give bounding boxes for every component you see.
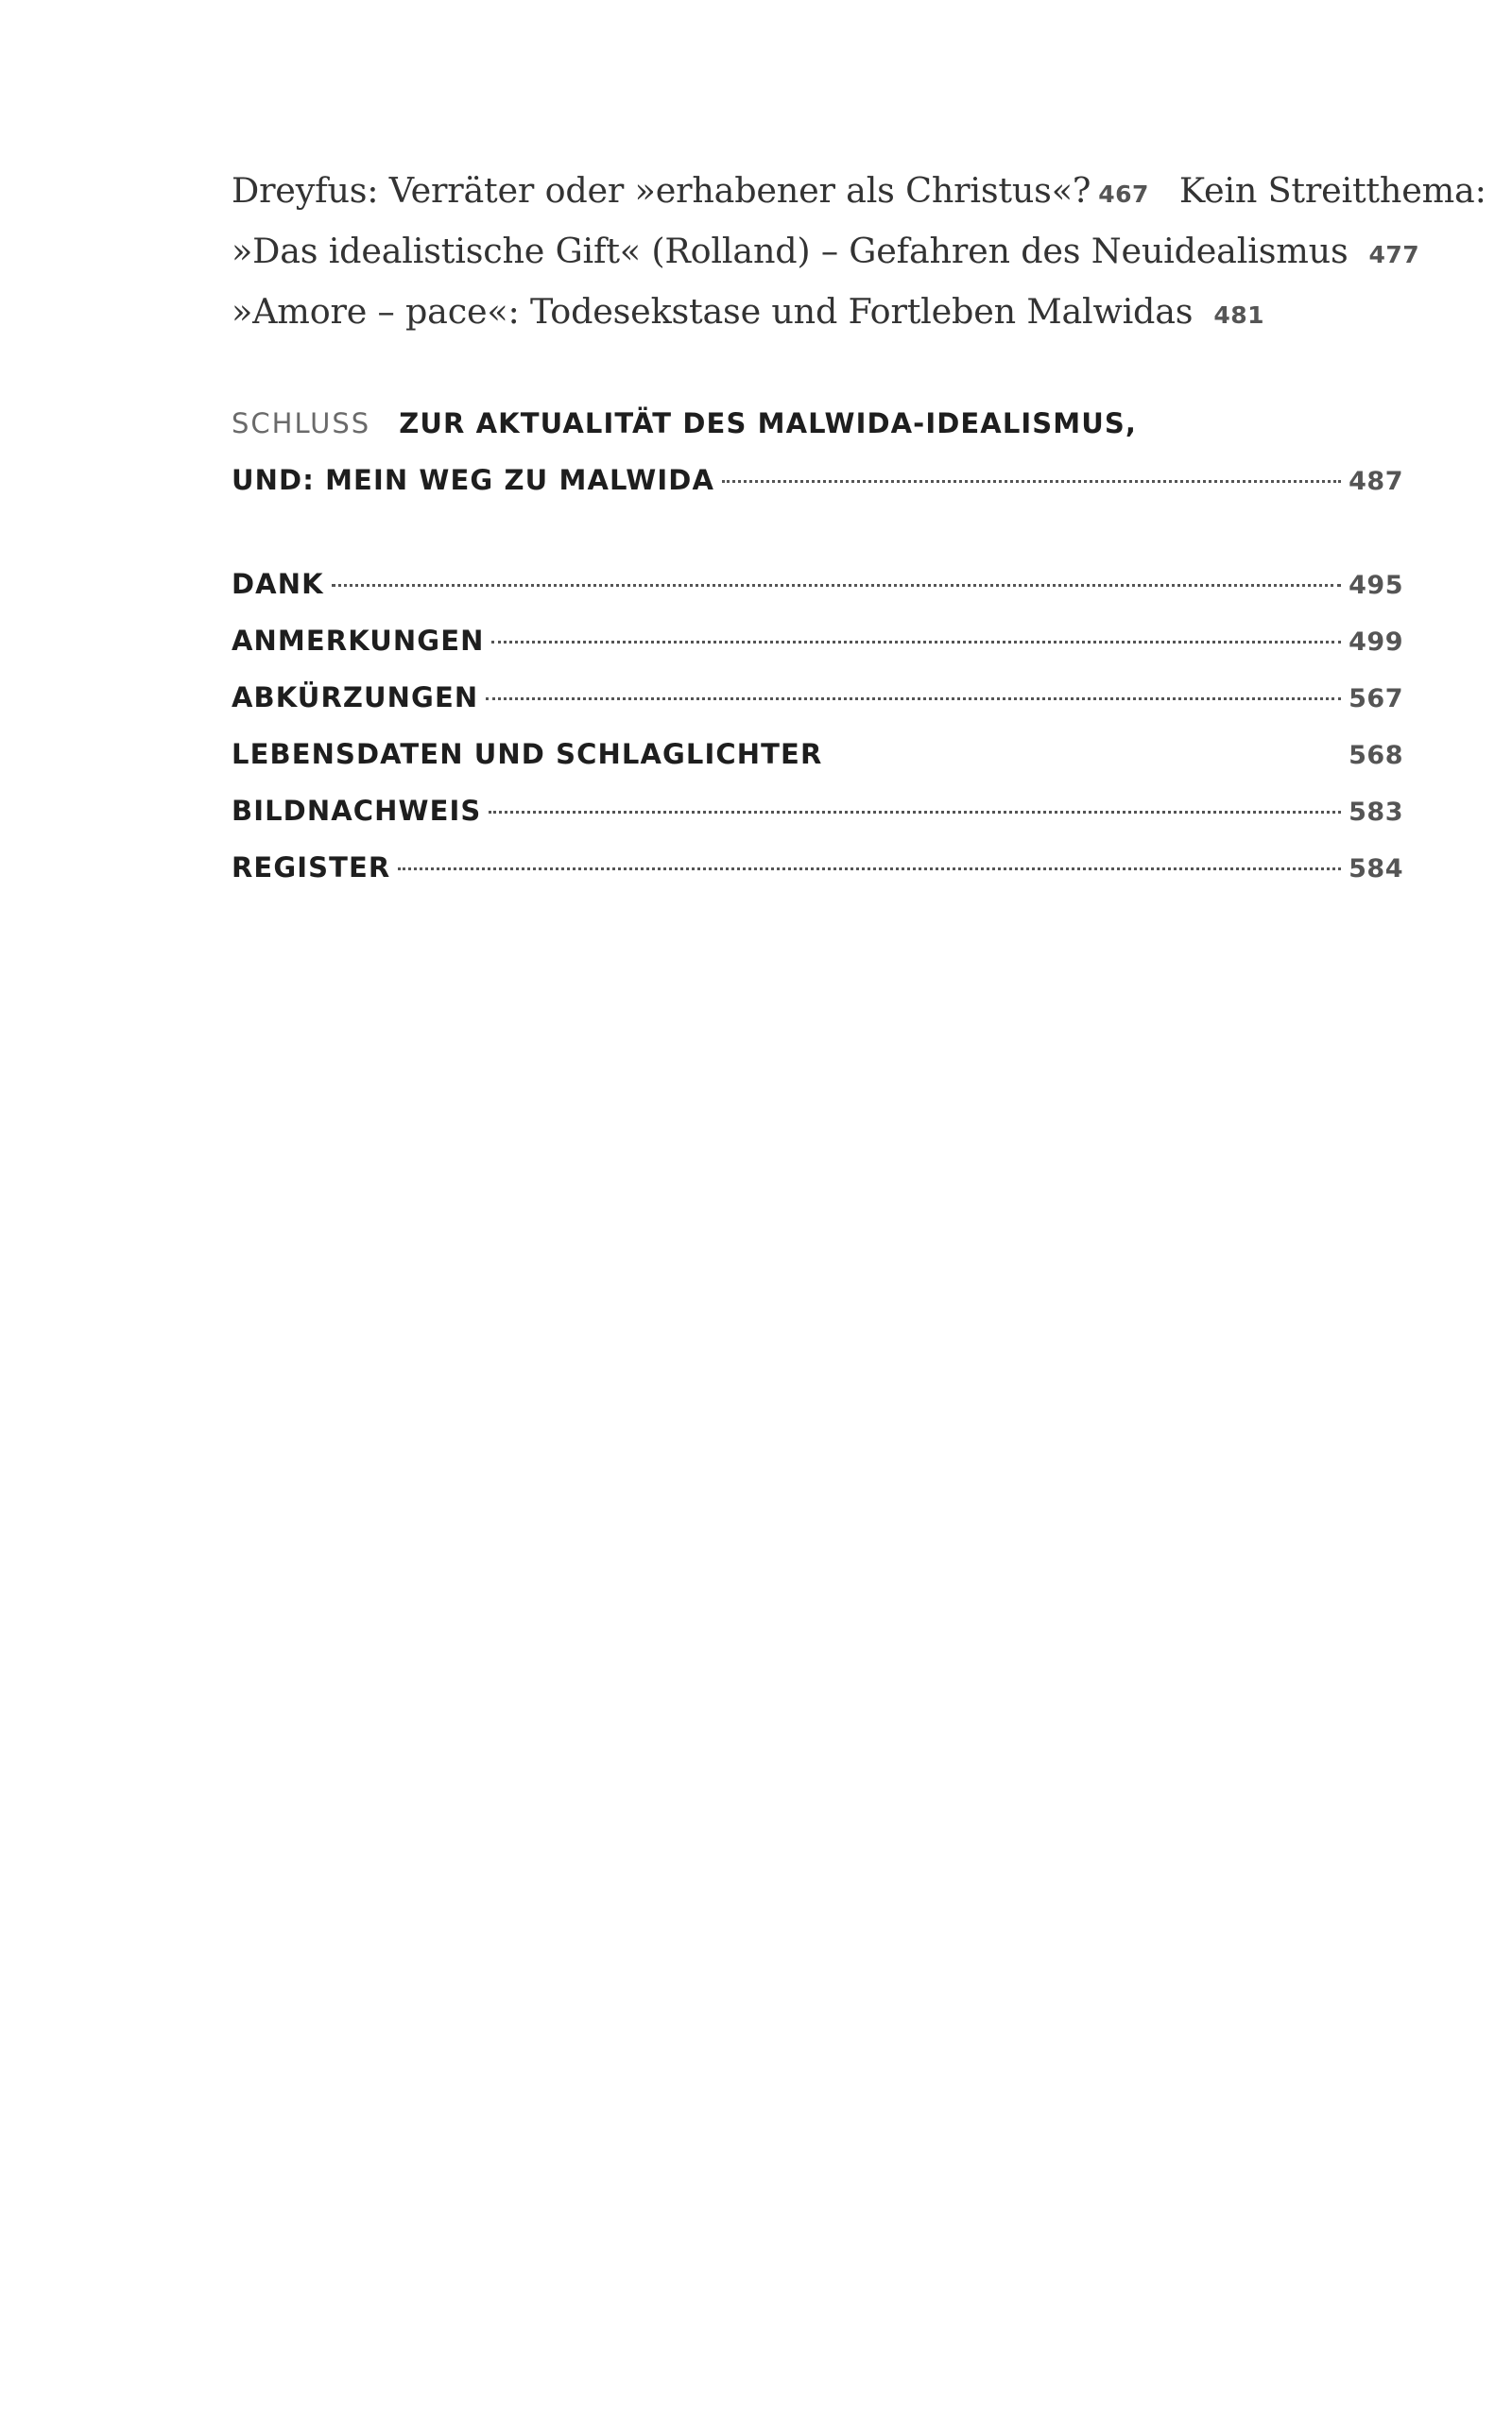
dot-leader <box>489 811 1341 814</box>
dot-leader <box>486 697 1341 700</box>
page-number: 583 <box>1349 798 1403 827</box>
toc-label: BILDNACHWEIS <box>232 795 482 827</box>
entry-text: »Das idealistische Gift« (Rolland) – Gefahren des Neuidealismus <box>232 231 1349 271</box>
toc-entry-line-2 <box>232 223 1420 283</box>
chapter-label: SCHLUSS <box>232 407 371 439</box>
toc-row-bildnachweis <box>232 782 1403 839</box>
toc-row-lebensdaten <box>232 726 1403 782</box>
schluss-chapter-entry <box>232 395 1403 508</box>
chapter-title-continued: UND: MEIN WEG ZU MALWIDA <box>232 464 715 496</box>
entry-text: Kein Streitthema: <box>1178 170 1486 211</box>
dot-leader <box>491 641 1341 644</box>
entry-page-number: 481 <box>1213 301 1264 329</box>
toc-label: LEBENSDATEN UND SCHLAGLICHTER <box>232 738 823 770</box>
toc-label: REGISTER <box>232 851 391 884</box>
page-number: 568 <box>1349 741 1403 770</box>
entry-text: Dreyfus: Verräter oder »erhabener als Christus«? <box>232 170 1091 211</box>
dot-leader <box>398 867 1341 870</box>
toc-row <box>232 452 1403 508</box>
toc-label: DANK <box>232 568 324 600</box>
page-number: 487 <box>1349 467 1403 496</box>
appendix-list <box>232 556 1403 896</box>
toc-entry-line-1 <box>232 163 1486 223</box>
chapter-section-list <box>232 163 1486 344</box>
toc-entry-line-3 <box>232 283 1403 344</box>
entry-text: »Amore – pace«: Todesekstase und Fortleben Malwidas <box>232 291 1194 332</box>
page-number: 584 <box>1349 854 1403 884</box>
toc-row-abkuerzungen <box>232 669 1403 726</box>
dot-leader <box>332 584 1341 587</box>
page-number: 495 <box>1349 571 1403 600</box>
dot-leader <box>722 480 1341 483</box>
page-number: 567 <box>1349 684 1403 713</box>
page-number: 499 <box>1349 627 1403 657</box>
toc-label: ANMERKUNGEN <box>232 625 485 657</box>
toc-row-dank <box>232 556 1403 612</box>
chapter-title: ZUR AKTUALITÄT DES MALWIDA-IDEALISMUS, <box>399 407 1137 439</box>
toc-row-register <box>232 839 1403 896</box>
entry-page-number: 477 <box>1368 241 1420 268</box>
toc-label: ABKÜRZUNGEN <box>232 681 479 713</box>
toc-row-anmerkungen <box>232 612 1403 669</box>
entry-page-number: 467 <box>1098 180 1149 208</box>
